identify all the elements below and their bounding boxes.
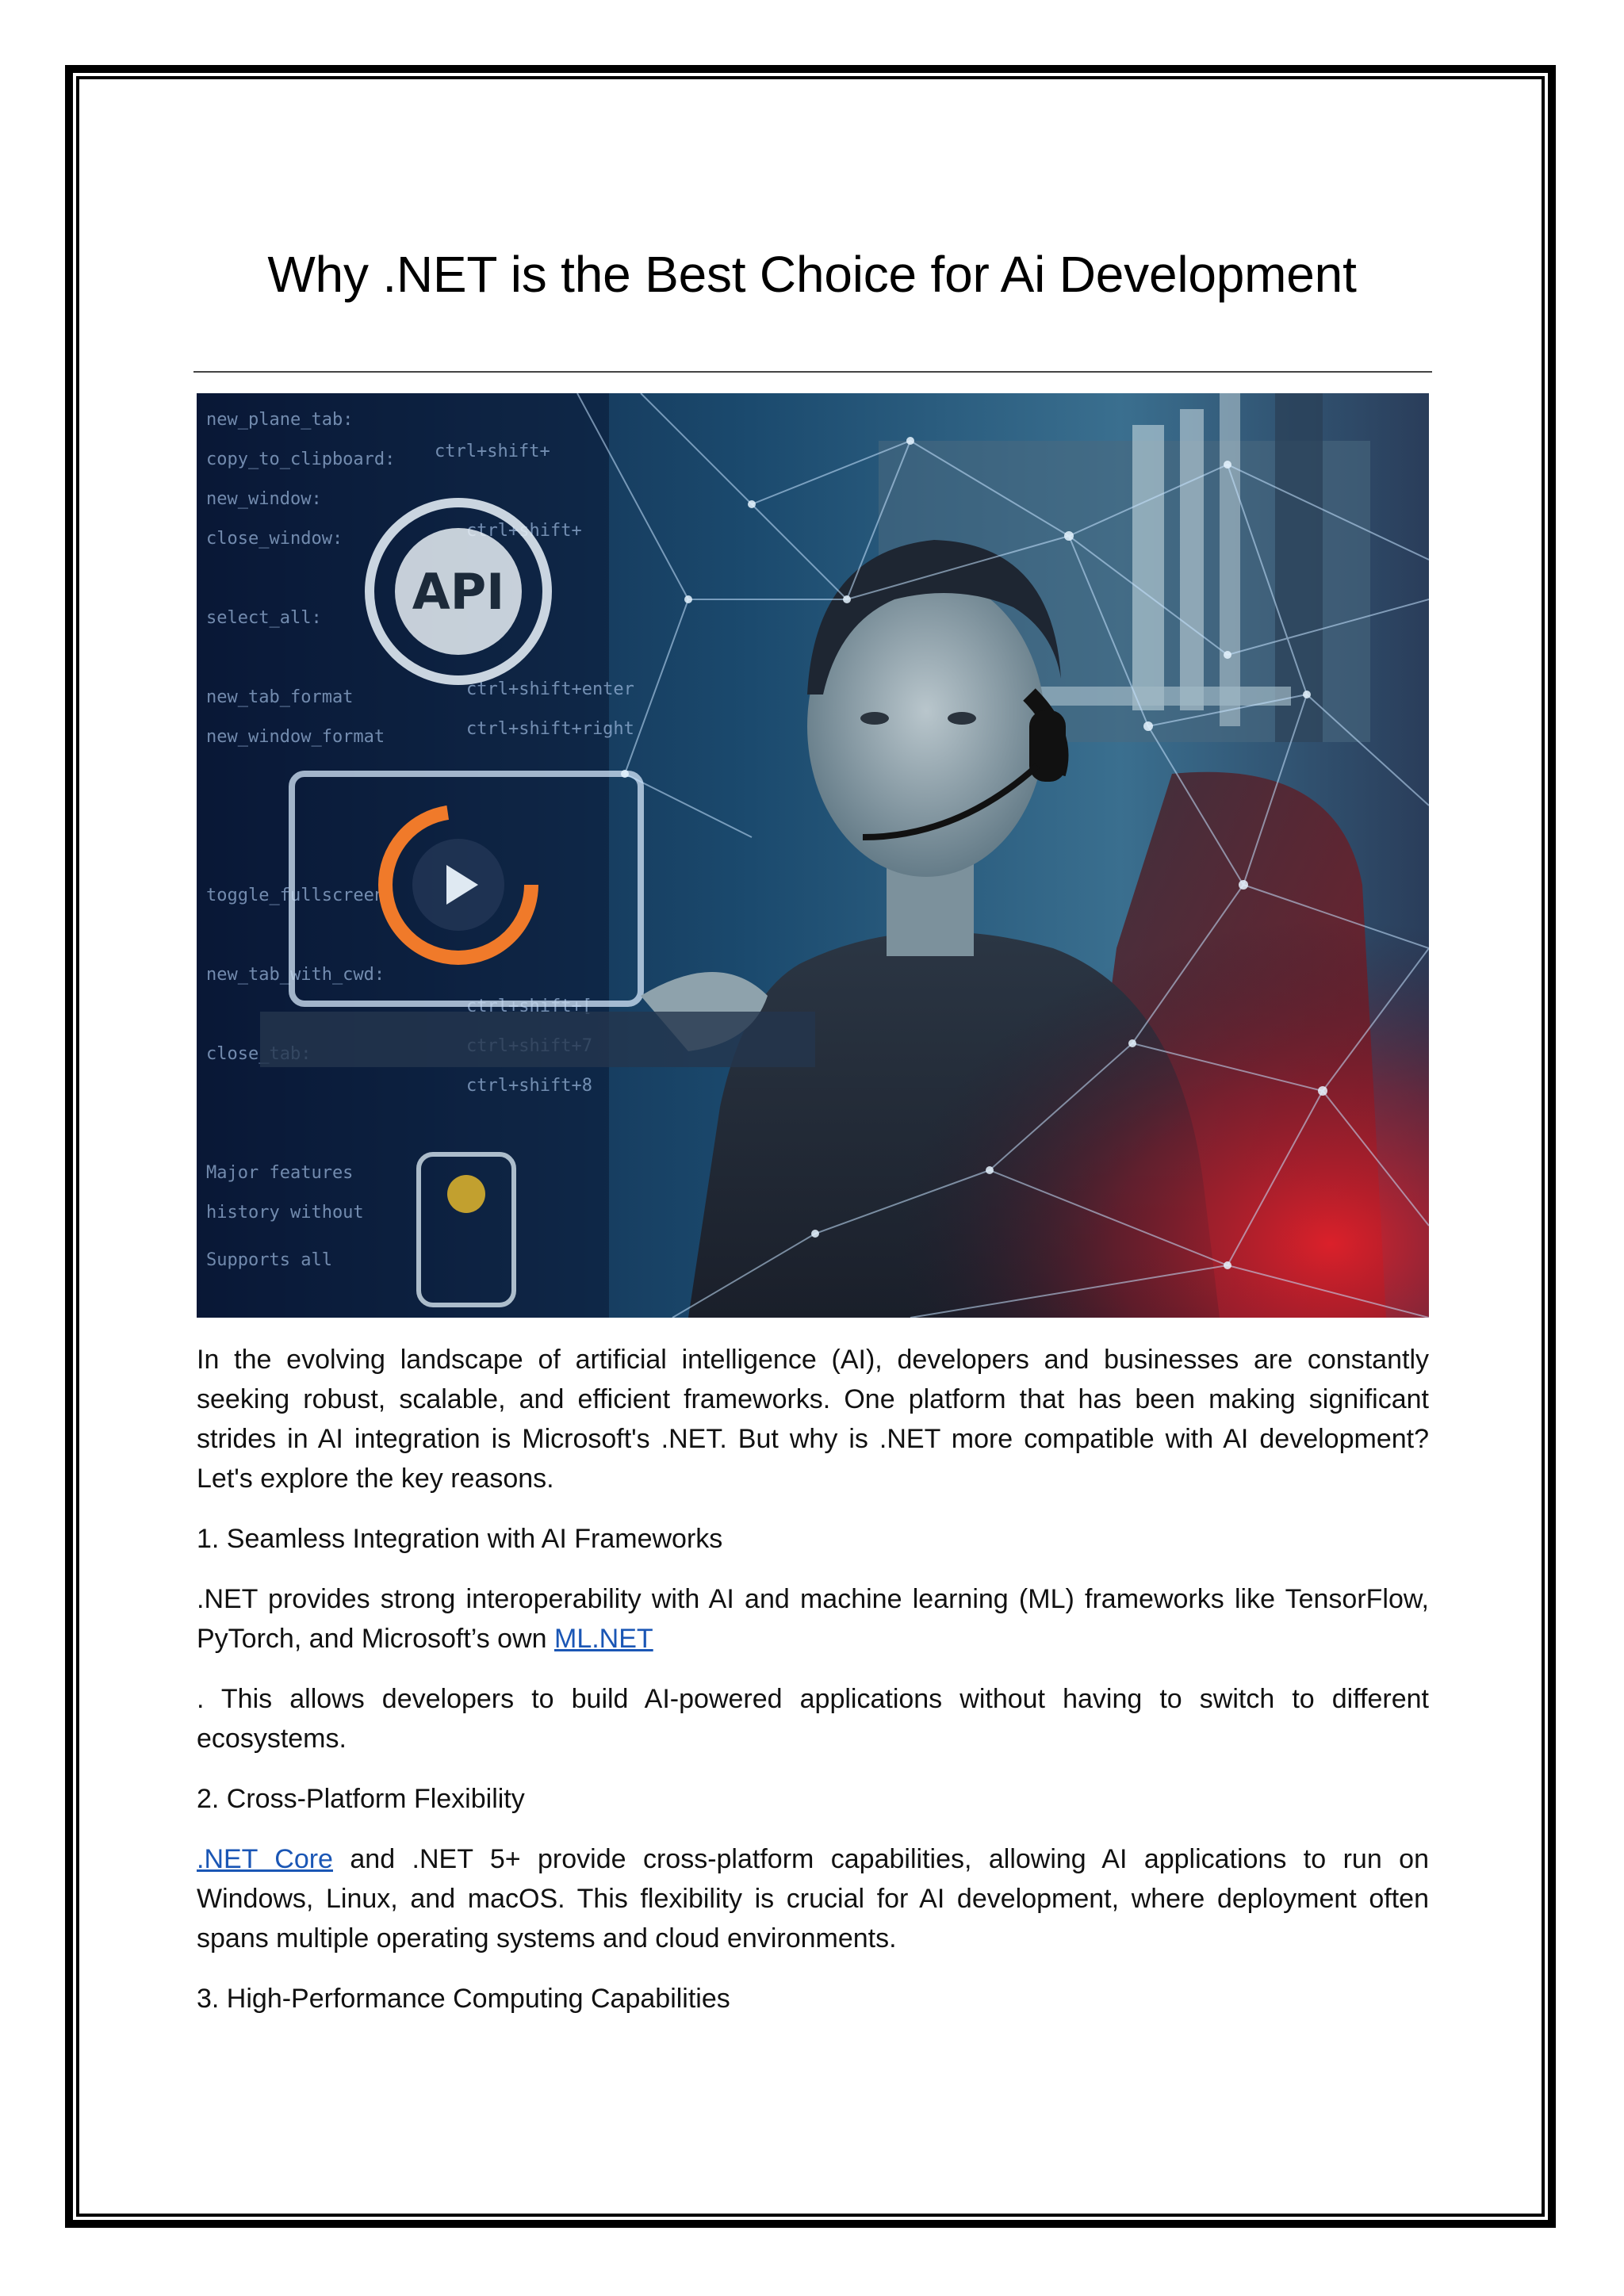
section1-heading: 1. Seamless Integration with AI Frameworks	[197, 1524, 723, 1554]
title-divider	[193, 371, 1432, 373]
section1-paragraph	[197, 1579, 1429, 1659]
section2-paragraph	[197, 1839, 1429, 1958]
section1-text: .NET provides strong interoperability with AI and machine learning (ML) frameworks like TensorFlow, PyTorch, and Microsoft’s own	[197, 1584, 1429, 1654]
hero-image	[197, 393, 1429, 1318]
section2-text: and .NET 5+ provide cross-platform capabilities, allowing AI applications to run on Windows, Linux, and macOS. This flexibility is crucial for AI development, where deployment often spans multiple operating systems and cloud environments.	[197, 1844, 1429, 1954]
section3-heading: 3. High-Performance Computing Capabilities	[197, 1984, 730, 2014]
section2-heading: 2. Cross-Platform Flexibility	[197, 1784, 525, 1814]
mlnet-link[interactable]: ML.NET	[554, 1624, 653, 1654]
section1-continuation: . This allows developers to build AI-powered applications without having to switch to different ecosystems.	[197, 1684, 1429, 1754]
netcore-link[interactable]: .NET Core	[197, 1844, 333, 1874]
article-body	[197, 1340, 1429, 2039]
intro-paragraph: In the evolving landscape of artificial intelligence (AI), developers and businesses are constantly seeking robust, scalable, and efficient frameworks. One platform that has been making significant strides in AI integration is Microsoft's .NET. But why is .NET more compatible with AI development? Let's explore the key reasons.	[197, 1345, 1429, 1494]
document-title: Why .NET is the Best Choice for Ai Development	[267, 246, 1357, 303]
